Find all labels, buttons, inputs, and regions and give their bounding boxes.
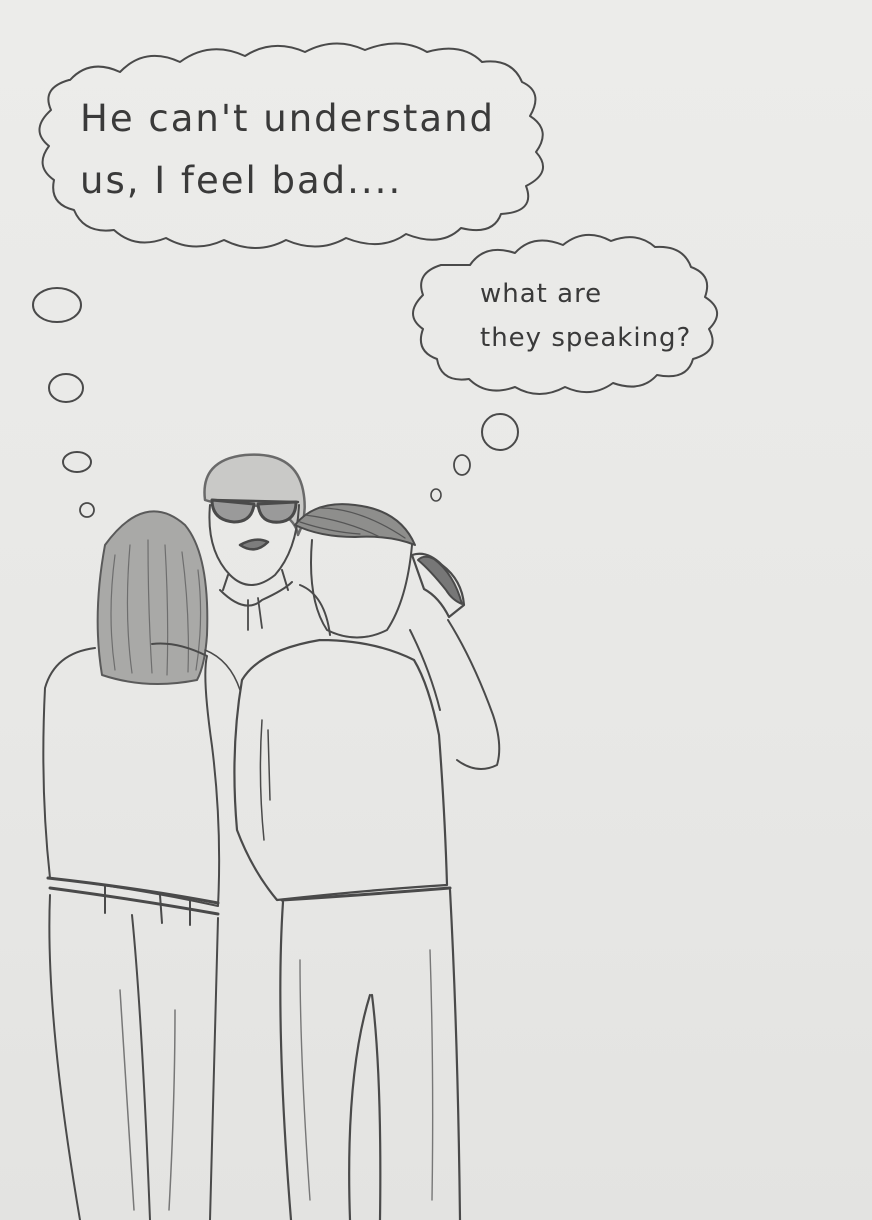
thought-trail-right-2 <box>454 455 470 475</box>
thought-left-line-2: us, I feel bad.... <box>80 159 403 202</box>
thought-trail-left-1 <box>33 288 81 322</box>
thought-text-left <box>80 88 495 212</box>
thought-left-line-1: He can't understand <box>80 97 496 140</box>
thought-text-right <box>480 272 691 360</box>
thought-right-line-2: they speaking? <box>480 323 692 353</box>
thought-right-line-1: what are <box>480 279 603 309</box>
man-back-view <box>234 504 499 1220</box>
thought-trail-left-3 <box>63 452 91 472</box>
thought-trail-left-2 <box>49 374 83 402</box>
thought-trail-left-4 <box>80 503 94 517</box>
thought-trail-right-1 <box>482 414 518 450</box>
thought-trail-right-3 <box>431 489 441 501</box>
woman-back-view <box>43 511 240 1220</box>
